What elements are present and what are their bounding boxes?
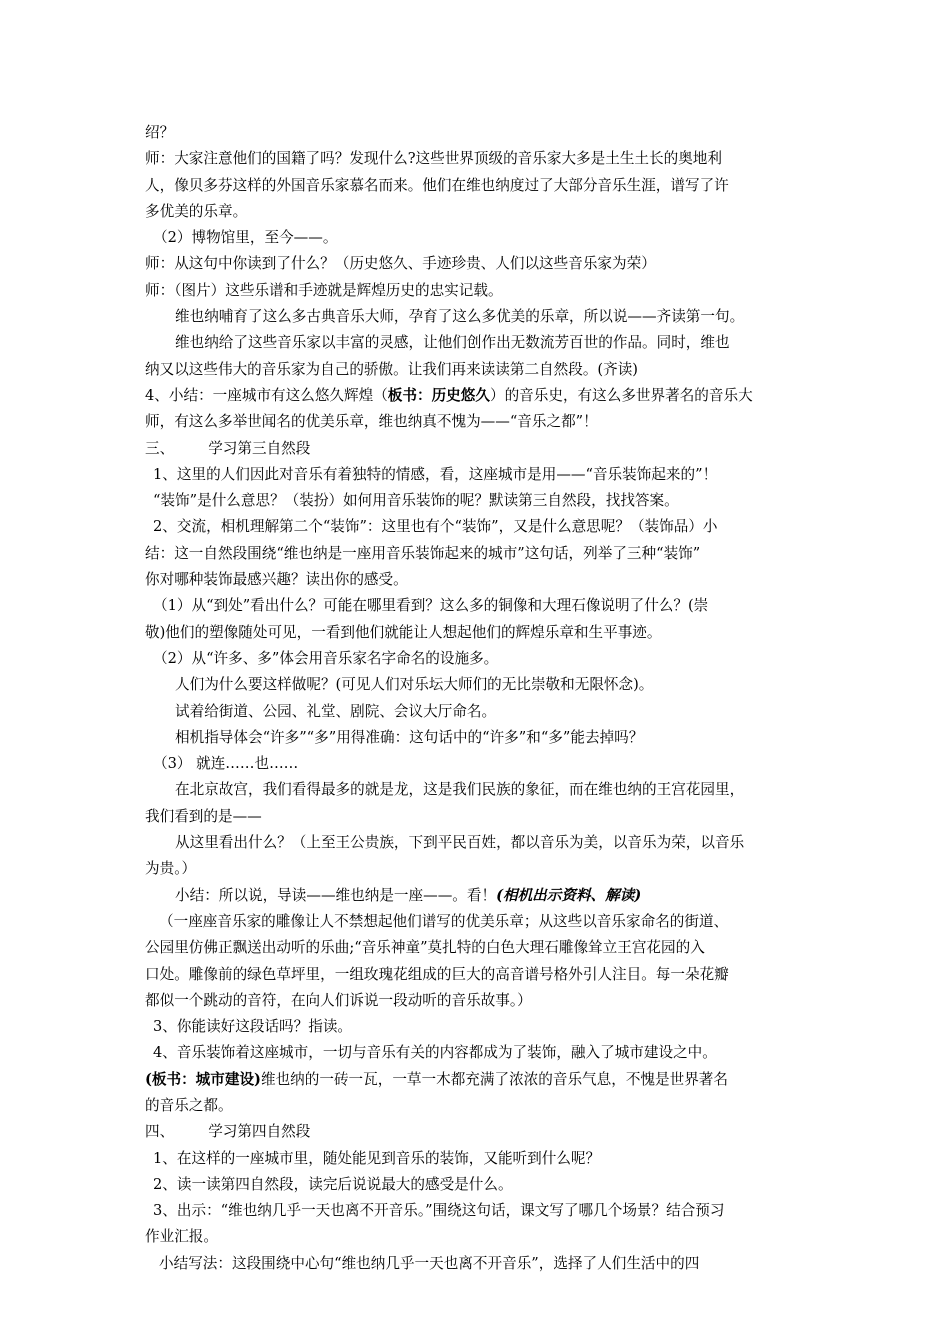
text-line: 维也纳给了这些音乐家以丰富的灵感，让他们创作出无数流芳百世的作品。同时，维也 bbox=[175, 334, 730, 352]
text-line: 1、这里的人们因此对音乐有着独特的情感，看，这座城市是用——“音乐装饰起来的”！ bbox=[153, 465, 718, 483]
text-block-1 bbox=[145, 120, 817, 383]
text-line: （2）从“许多、多”体会用音乐家名字命名的设施多。 bbox=[153, 649, 499, 667]
text-line: 1、在这样的一座城市里，随处能见到音乐的装饰，又能听到什么呢？ bbox=[153, 1149, 601, 1167]
text-line: （1）从“到处”看出什么？可能在哪里看到？这么多的铜像和大理石像说明了什么？(崇 bbox=[153, 597, 709, 615]
text-line: 试着给街道、公园、礼堂、剧院、会议大厅命名。 bbox=[175, 702, 497, 720]
board-note-history: 板书：历史悠久 bbox=[387, 386, 490, 404]
text-line: 小结写法：这段围绕中心句“维也纳几乎一天也离不开音乐”，选择了人们生活中的四 bbox=[159, 1254, 700, 1272]
text-line: 从这里看出什么？（上至王公贵族，下到平民百姓，都以音乐为美，以音乐为荣，以音乐 bbox=[175, 834, 745, 852]
text-line: 在北京故宫，我们看得最多的就是龙，这是我们民族的象征，而在维也纳的王宫花园里， bbox=[175, 781, 745, 799]
text-line: 口处。雕像前的绿色草坪里，一组玫瑰花组成的巨大的高音谱号格外引人注目。每一朵花瓣 bbox=[145, 965, 729, 983]
text-line: 都似一个跳动的音符，在向人们诉说一段动听的音乐故事。） bbox=[145, 991, 532, 1009]
text-line: （3） 就连……也…… bbox=[153, 755, 299, 773]
summary-line: 4、小结：一座城市有这么悠久辉煌（板书：历史悠久）的音乐史，有这么多世界著名的音乐大 bbox=[145, 386, 753, 404]
text-line: （2）博物馆里，至今——。 bbox=[153, 229, 338, 247]
text-line: 师：（图片）这些乐谱和手迹就是辉煌历史的忠实记载。 bbox=[145, 281, 503, 299]
text-line: 3、出示：“维也纳几乎一天也离不开音乐。”围绕这句话，课文写了哪几个场景？结合预习 bbox=[153, 1202, 725, 1220]
text-line: 为贵。） bbox=[145, 860, 197, 878]
text-line: 纳又以这些伟大的音乐家为自己的骄傲。让我们再来读读第二自然段。(齐读) bbox=[145, 360, 638, 378]
text-line: 师：从这句中你读到了什么？（历史悠久、手迹珍贵、人们以这些音乐家为荣） bbox=[145, 255, 656, 273]
text-line: 你对哪种装饰最感兴趣？读出你的感受。 bbox=[145, 571, 408, 589]
text-line: “装饰”是什么意思？（装扮）如何用音乐装饰的呢？默读第三自然段，找找答案。 bbox=[153, 492, 679, 510]
text-line: 师：大家注意他们的国籍了吗？发现什么?这些世界顶级的音乐家大多是土生土长的奥地利 bbox=[145, 150, 722, 168]
text-line: 公园里仿佛正飘送出动听的乐曲;“音乐神童”莫扎特的白色大理石雕像耸立王宫花园的入 bbox=[145, 939, 705, 957]
text-line: 相机指导体会“许多”“多”用得准确：这句话中的“许多”和“多”能去掉吗？ bbox=[175, 728, 644, 746]
text-block-4 bbox=[145, 1146, 817, 1277]
text-line: （一座座音乐家的雕像让人不禁想起他们谱写的优美乐章；从这些以音乐家命名的街道、 bbox=[159, 912, 729, 930]
text-block-3 bbox=[145, 462, 817, 883]
text-line: 人，像贝多芬这样的外国音乐家慕名而来。他们在维也纳度过了大部分音乐生涯，谱写了许 bbox=[145, 176, 729, 194]
board-line: (板书：城市建设)维也纳的一砖一瓦，一草一木都充满了浓浓的音乐气息，不愧是世界著名 bbox=[145, 1070, 728, 1088]
text-line: 结：这一自然段围绕“维也纳是一座用音乐装饰起来的城市”这句话，列举了三种“装饰” bbox=[145, 544, 701, 562]
board-line-2: 的音乐之都。 bbox=[145, 1096, 233, 1114]
summary-read-line: 小结：所以说，导读——维也纳是一座——。看！(相机出示资料、解读) bbox=[175, 886, 642, 904]
board-note-city: (板书：城市建设) bbox=[145, 1070, 261, 1088]
text-line: 作业汇报。 bbox=[145, 1228, 218, 1246]
text-line: 绍？ bbox=[145, 124, 175, 141]
text-line: 4、音乐装饰着这座城市，一切与音乐有关的内容都成为了装饰，融入了城市建设之中。 bbox=[153, 1044, 717, 1062]
text-line: 3、你能读好这段话吗？指读。 bbox=[153, 1018, 353, 1036]
text-block-3b bbox=[145, 909, 817, 1067]
text-line: 多优美的乐章。 bbox=[145, 202, 248, 220]
text-line: 人们为什么要这样做呢？(可见人们对乐坛大师们的无比崇敬和无限怀念)。 bbox=[175, 676, 654, 694]
text-line: 2、读一读第四自然段，读完后说说最大的感受是什么。 bbox=[153, 1175, 513, 1193]
document-page bbox=[145, 120, 817, 1277]
text-line: 维也纳哺育了这么多古典音乐大师，孕育了这么多优美的乐章，所以说——齐读第一句。 bbox=[175, 308, 745, 326]
text-line: 2、交流，相机理解第二个“装饰”：这里也有个“装饰”，又是什么意思呢？（装饰品）小 bbox=[153, 518, 718, 536]
summary-line-2: 师，有这么多举世闻名的优美乐章，维也纳真不愧为——“音乐之都”！ bbox=[145, 413, 598, 431]
camera-note: (相机出示资料、解读) bbox=[496, 886, 642, 904]
section-heading-4: 四、 学习第四自然段 bbox=[145, 1123, 311, 1141]
section-heading-3: 三、 学习第三自然段 bbox=[145, 439, 311, 457]
text-line: 我们看到的是—— bbox=[145, 807, 262, 825]
text-line: 敬)他们的塑像随处可见，一看到他们就能让人想起他们的辉煌乐章和生平事迹。 bbox=[145, 623, 662, 641]
